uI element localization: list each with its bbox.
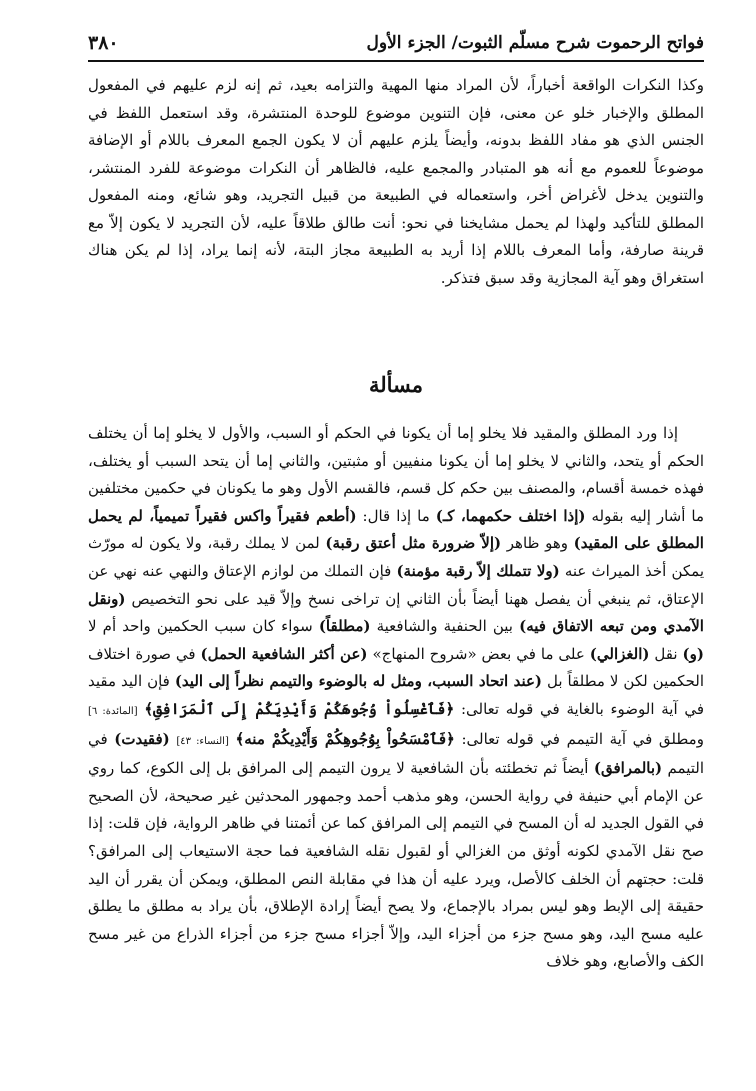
text-run: أيضاً ثم تخطئته بأن الشافعية لا يرون التيمم إلى المرافق بل إلى الكوع، كما روي عن الإمام أبي حنيفة في رواية الحسن، وهو مذهب أحمد وجمهور المحدثين غير صحيحة، لأن الصحيح في القول الجديد له أن المسح في التيمم إلى المرافق كما عن أئمتنا في ظاهر الرواية، فإن قلت: إذا صح نقل الآمدي لكونه أوثق من الغزالي أو لقبول نقله الشافعية فما حجة الاستيعاب إلى المرافق؟ قلت: حجتهم أن الخلف كالأصل، ويرد عليه أن هذا في مقابلة النص المطلق، ويمكن أن يقرر أن اليد حقيقة إلى الإبط وهو ليس بمراد بالإجماع، ولا يصح أيضاً إرادة الإطلاق، بأن يراد به مطلق ما يطلق عليه مسح اليد، وهو مسح جزء من أجزاء اليد، وإلاّ أجزاء مسح جزء من أجزاء الذراع من غير مسح الكف والأصابع، وهو خلاف [88, 759, 704, 971]
bold-run: (ونقل الآمدي ومن تبعه الاتفاق فيه) [88, 589, 704, 636]
intro-paragraph [88, 72, 704, 292]
section-heading: مسألة [368, 372, 424, 397]
bold-run: (عن أكثر الشافعية الحمل) [200, 644, 368, 663]
bold-run: (أطعم فقيراً واكس فقيراً تميمياً، لم يحمل المطلق على المقيد) [88, 506, 704, 553]
verse-reference: [النساء: ٤٣] [176, 735, 229, 747]
quran-verse: ﴿فَٱمْسَحُواْ بِوُجُوهِكُمْ وَأَيْدِيكُمْ منه﴾ [235, 729, 455, 748]
text-run: فإن اليد مقيد في آية الوضوء بالغاية في قوله تعالى: [88, 672, 705, 718]
intro-text: وكذا النكرات الواقعة أخباراً، لأن المراد منها المهية والتزامه بعيد، ثم إنه لزم عليهم في المفعول المطلق والإخبار خلو عن معنى، فإن التنوين موضوع للوحدة المنتشرة، وقد استعمل اللفظ في الجنس الذي هو مفاد اللفظ بدونه، وأيضاً يلزم عليهم أن لا يكون الجمع المعرف باللام أو الإضافة موضوعاً للعموم مع أنه هو المتبادر والمجمع عليه، فالظاهر أن النكرات موضوعة للفرد المنتشر، والتنوين يدخل لأغراض أخر، واستعماله في الطبيعة من قبيل التجريد، وهو شائع، ومنه المفعول المطلق للتأكيد ولهذا لم يحمل مشايخنا في نحو: أنت طالق طلاقاً عليه، لأن التجريد لا يكون إلاّ مع قرينة صارفة، وأما المعرف باللام إذا أريد به الطبيعة مجاز البتة، لأنه إنما يراد، إذا لم يكن هناك استغراق وهو آية المجازية وقد سبق فتذكر. [88, 76, 704, 287]
text-run: سواء كان سبب الحكمين واحد أم لا [88, 617, 313, 636]
text-run: إذا ورد المطلق والمقيد فلا يخلو إما أن يكونا في الحكم أو السبب، والأول لا يخلو إما أن يختلف الحكم أو يتحد، والثاني لا يخلو إما أن يكونا منفيين أو مثبتين، والثاني إما أن يتحد السبب أو يختلف، فهذه خمسة أقسام، والمصنف بين حكم كل قسم، فالقسم الأول وهو ما يكونان في حكمين مختلفين ما أشار إليه بقوله [88, 424, 704, 525]
text-run: ما إذا قال: [362, 506, 430, 525]
bold-run: (فقيدت) [114, 729, 170, 748]
text-run: فإن التملك من لوازم الإعتاق والنهي عنه نهي عن الإعتاق، ثم ينبغي أن يفصل ههنا أيضاً بأن الثاني إن تراخى نسخ وإلاّ قيد على نحو التخصيص [88, 561, 704, 608]
header-rule [88, 60, 704, 62]
page-header [88, 28, 704, 58]
quran-verse: ﴿فَٱغْسِلُواْ وُجُوهَكُمْ وَأَيْدِيَكُمْ إِلَى ٱلْمَرَافِقِ﴾ [144, 699, 455, 718]
text-run: في صورة اختلاف الحكمين لكن لا مطلقاً بل [88, 644, 704, 691]
verse-reference: [المائدة: ٦] [88, 705, 138, 717]
text-run: ومطلق في آية التيمم في قوله تعالى: [461, 729, 704, 748]
bold-run: (عند اتحاد السبب، ومثل له بالوضوء والتيمم نظراً إلى اليد) [174, 672, 543, 691]
bold-run: (و) [682, 644, 704, 663]
bold-run: (إذا اختلف حكمهما، كـ) [435, 506, 586, 525]
bold-run: (الغزالي) [589, 644, 650, 663]
bold-run: (بالمرافق) [593, 759, 663, 778]
page-number: ٣٨٠ [88, 32, 119, 54]
text-run: على ما في بعض «شروح المنهاج» [372, 644, 585, 663]
text-run: لمن لا يملك رقبة، ولا يكون له مورّث يمكن أخذ الميراث عنه [88, 534, 704, 580]
running-title: فواتح الرحموت شرح مسلّم الثبوت/ الجزء الأول [366, 33, 704, 53]
masala-paragraph [88, 420, 704, 976]
text-run: نقل [654, 644, 678, 663]
text-run: وهو ظاهر [506, 534, 569, 553]
bold-run: (مطلقاً) [318, 617, 371, 636]
masala-text [88, 420, 704, 976]
bold-run: (إلاّ ضرورة مثل أعتق رقبة) [325, 534, 502, 553]
text-run: في التيمم [88, 729, 704, 778]
text-run: بين الحنفية والشافعية [376, 617, 513, 636]
bold-run: (ولا تتملك إلاّ رقبة مؤمنة) [396, 561, 560, 580]
